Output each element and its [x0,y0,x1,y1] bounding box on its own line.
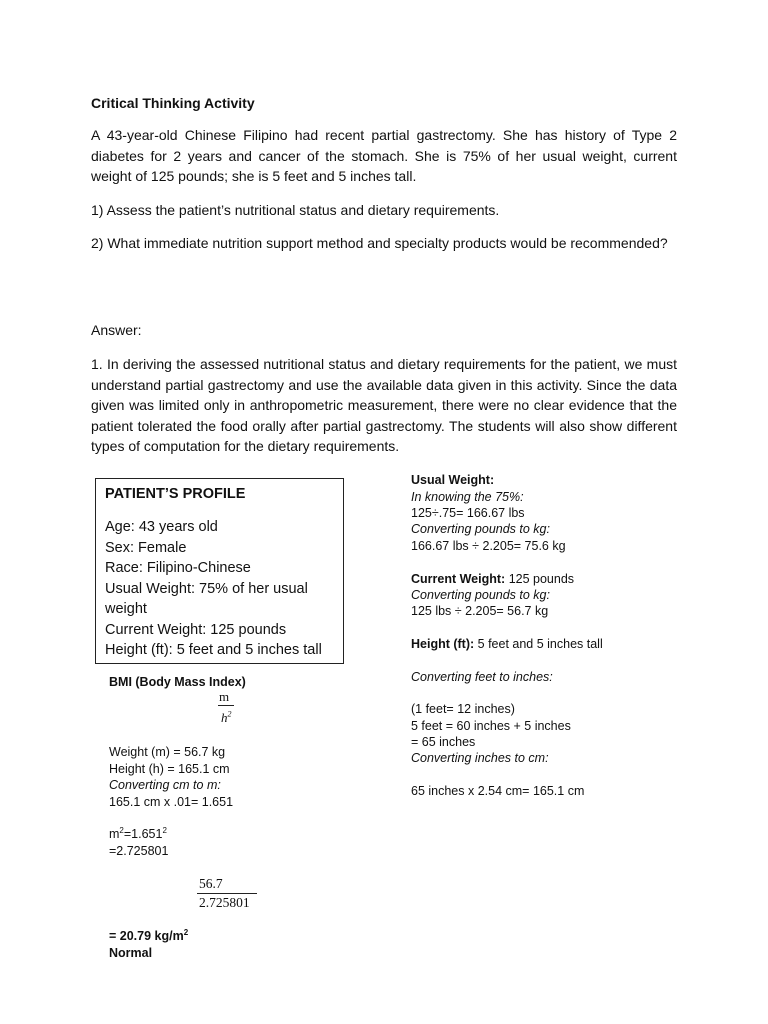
height-line: Height (ft): 5 feet and 5 inches tall [411,637,603,651]
bmi-formula-bar [218,705,234,706]
current-weight-converting: Converting pounds to kg: [411,588,550,602]
usual-weight-result: 166.67 lbs ÷ 2.205= 75.6 kg [411,539,566,553]
usual-weight-knowing: In knowing the 75%: [411,490,524,504]
profile-age: Age: 43 years old [105,519,218,535]
bmi-m-squared: $m^2=1.651^2$ [109,825,167,841]
current-weight-line: Current Weight: 125 pounds [411,572,575,586]
bmi-classification: Normal [109,946,153,960]
bmi-fraction-numerator: 56.7 [199,876,223,891]
patient-profile-box [95,478,344,664]
usual-weight-converting: Converting pounds to kg: [411,522,550,536]
bmi-height: Height (h) = 165.1 cm [109,762,230,776]
answer-label: Answer: [91,322,142,338]
bmi-heading: BMI (Body Mass Index) [109,675,246,689]
profile-usual-weight: Usual Weight: 75% of her usual [105,580,308,597]
question-2: 2) What immediate nutrition support method and specialty products would be recommended? [91,235,668,251]
bmi-converting-label: Converting cm to m: [109,778,221,792]
height-result: = 65 inches [411,735,476,749]
intro-paragraph: A 43-year-old Chinese Filipino had recent partial gastrectomy. She has history of Type 2 diabetes for 2 years and cancer of the stomach. She is 75% of her usual weight, current weight of 125 pounds; she is 5 feet and 5 inches tall. [91,127,677,184]
bmi-formula-denominator: $h^2$ [221,709,232,725]
usual-weight-heading: Usual Weight: [411,473,495,487]
height-converting-cm: Converting inches to cm: [411,751,549,765]
bmi-result: = 20.79 $kg/m^2$ [109,927,189,943]
profile-title: PATIENT’S PROFILE [105,486,246,502]
bmi-fraction-denominator: 2.725801 [199,895,250,910]
document-title: Critical Thinking Activity [91,95,255,111]
height-rule: (1 feet= 12 inches) [411,702,515,716]
usual-weight-calc: 125÷.75= 166.67 lbs [411,506,525,520]
height-cm-result: 65 inches x 2.54 cm= 165.1 cm [411,784,585,798]
profile-current-weight: Current Weight: 125 pounds [105,621,287,638]
answer-1-paragraph: 1. In deriving the assessed nutritional status and dietary requirements for the patient, we must understand partial gastrectomy and use the available data given in this activity. Since the data given was limited only in anthropometric measurement, there were no clear evidence that the patient tolerated the food orally after partial gastrectomy. The students will also show different types of computation for the dietary requirements. [91,356,677,454]
question-1: 1) Assess the patient’s nutritional status and dietary requirements. [91,202,500,218]
bmi-weight: Weight (m) = 56.7 kg [109,745,226,759]
height-converting-feet: Converting feet to inches: [411,670,553,684]
bmi-m-squared-result: =2.725801 [109,844,169,858]
profile-usual-weight-cont: weight [105,601,147,617]
bmi-conversion: 165.1 cm x .01= 1.651 [109,795,234,809]
profile-height: Height (ft): 5 feet and 5 inches tall [105,642,322,658]
bmi-fraction-bar [197,893,257,894]
bmi-formula-numerator: m [219,689,230,704]
profile-race: Race: Filipino-Chinese [105,560,251,576]
height-calc: 5 feet = 60 inches + 5 inches [411,719,571,733]
current-weight-result: 125 lbs ÷ 2.205= 56.7 kg [411,604,549,618]
profile-sex: Sex: Female [105,539,187,556]
